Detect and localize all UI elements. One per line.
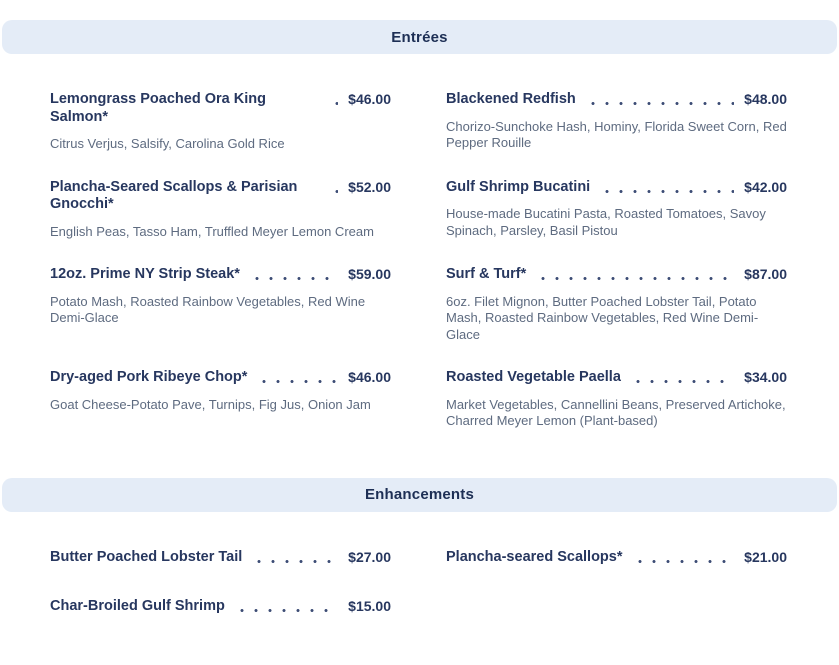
empty-cell xyxy=(446,598,787,599)
menu-item-line xyxy=(50,369,391,387)
item-name: Roasted Vegetable Paella xyxy=(446,369,621,385)
dot-leader xyxy=(250,266,338,281)
section-title-entrees: Entrées xyxy=(391,28,448,46)
menu-item-scallops-gnocchi xyxy=(50,179,391,241)
item-price: $34.00 xyxy=(744,369,787,385)
menu-item-scallops-add-on xyxy=(446,549,787,567)
menu-item-lobster-tail-add-on xyxy=(50,549,391,567)
menu-item-line xyxy=(50,598,391,616)
item-name: Char-Broiled Gulf Shrimp xyxy=(50,598,225,614)
item-name: Plancha-Seared Scallops & Parisian Gnocchi* xyxy=(50,178,298,212)
item-name: Lemongrass Poached Ora King Salmon* xyxy=(50,91,266,125)
item-price: $59.00 xyxy=(348,266,391,282)
item-price: $46.00 xyxy=(348,369,391,385)
item-description: Goat Cheese-Potato Pave, Turnips, Fig Jus, Onion Jam xyxy=(50,396,371,412)
menu-item-line xyxy=(50,266,391,284)
item-price: $87.00 xyxy=(744,266,787,282)
menu-item-line xyxy=(50,179,391,214)
menu-item-shrimp-bucatini xyxy=(446,179,787,240)
menu-item-salmon xyxy=(50,91,391,153)
dot-leader xyxy=(252,549,338,564)
item-name: Plancha-seared Scallops* xyxy=(446,548,623,565)
dot-leader xyxy=(586,91,734,106)
menu-item-line xyxy=(50,549,391,567)
dot-leader xyxy=(633,549,735,564)
item-name: Butter Poached Lobster Tail xyxy=(50,548,243,565)
section-header-entrees xyxy=(2,20,837,54)
dot-leader xyxy=(631,369,734,384)
menu-row xyxy=(50,369,787,430)
menu-row xyxy=(50,179,787,241)
dot-leader xyxy=(257,369,338,384)
entrees-items xyxy=(0,54,839,430)
item-name: Gulf Shrimp Bucatini xyxy=(446,178,591,195)
menu-item-line xyxy=(50,91,391,126)
item-name: Blackened Redfish xyxy=(446,91,576,107)
menu-item-vegetable-paella xyxy=(446,369,787,430)
menu-item-line xyxy=(446,266,787,284)
item-price: $42.00 xyxy=(744,178,787,195)
menu-item-line xyxy=(446,179,787,197)
item-price: $21.00 xyxy=(744,548,787,565)
enhancements-items xyxy=(0,512,839,616)
item-name: 12oz. Prime NY Strip Steak* xyxy=(50,266,240,282)
item-description: Chorizo-Sunchoke Hash, Hominy, Florida Sweet Corn, Red Pepper Rouille xyxy=(446,118,787,150)
dot-leader xyxy=(536,266,734,281)
item-price: $15.00 xyxy=(348,598,391,614)
item-name: Surf & Turf* xyxy=(446,266,527,282)
menu-item-pork-ribeye-chop xyxy=(50,369,391,413)
item-name: Dry-aged Pork Ribeye Chop* xyxy=(50,369,248,385)
menu-row xyxy=(50,91,787,153)
menu-item-surf-and-turf xyxy=(446,266,787,343)
dot-leader xyxy=(235,598,338,613)
item-price: $52.00 xyxy=(348,178,391,195)
menu-row xyxy=(50,598,787,616)
item-description: English Peas, Tasso Ham, Truffled Meyer Lemon Cream xyxy=(50,223,374,239)
item-description: Market Vegetables, Cannellini Beans, Preserved Artichoke, Charred Meyer Lemon (Plant-based) xyxy=(446,396,786,428)
item-price: $48.00 xyxy=(744,91,787,107)
dot-leader xyxy=(330,179,338,194)
menu-row xyxy=(50,266,787,343)
menu-row xyxy=(50,549,787,567)
menu-item-ny-strip-steak xyxy=(50,266,391,327)
item-description: Citrus Verjus, Salsify, Carolina Gold Rice xyxy=(50,136,285,151)
item-price: $27.00 xyxy=(348,548,391,565)
menu-item-line xyxy=(446,369,787,387)
dot-leader xyxy=(330,91,338,106)
section-title-enhancements: Enhancements xyxy=(364,486,475,503)
item-description: 6oz. Filet Mignon, Butter Poached Lobster Tail, Potato Mash, Roasted Rainbow Vegetables, Red Wine Demi-Glace xyxy=(446,293,759,342)
dot-leader xyxy=(600,179,734,194)
item-price: $46.00 xyxy=(348,91,391,107)
menu-item-line xyxy=(446,91,787,109)
item-description: House-made Bucatini Pasta, Roasted Tomatoes, Savoy Spinach, Parsley, Basil Pistou xyxy=(446,206,766,238)
menu-item-gulf-shrimp-add-on xyxy=(50,598,391,616)
menu-item-line xyxy=(446,549,787,567)
menu-item-blackened-redfish xyxy=(446,91,787,152)
section-header-enhancements xyxy=(2,478,837,512)
item-description: Potato Mash, Roasted Rainbow Vegetables, Red Wine Demi-Glace xyxy=(50,293,366,325)
